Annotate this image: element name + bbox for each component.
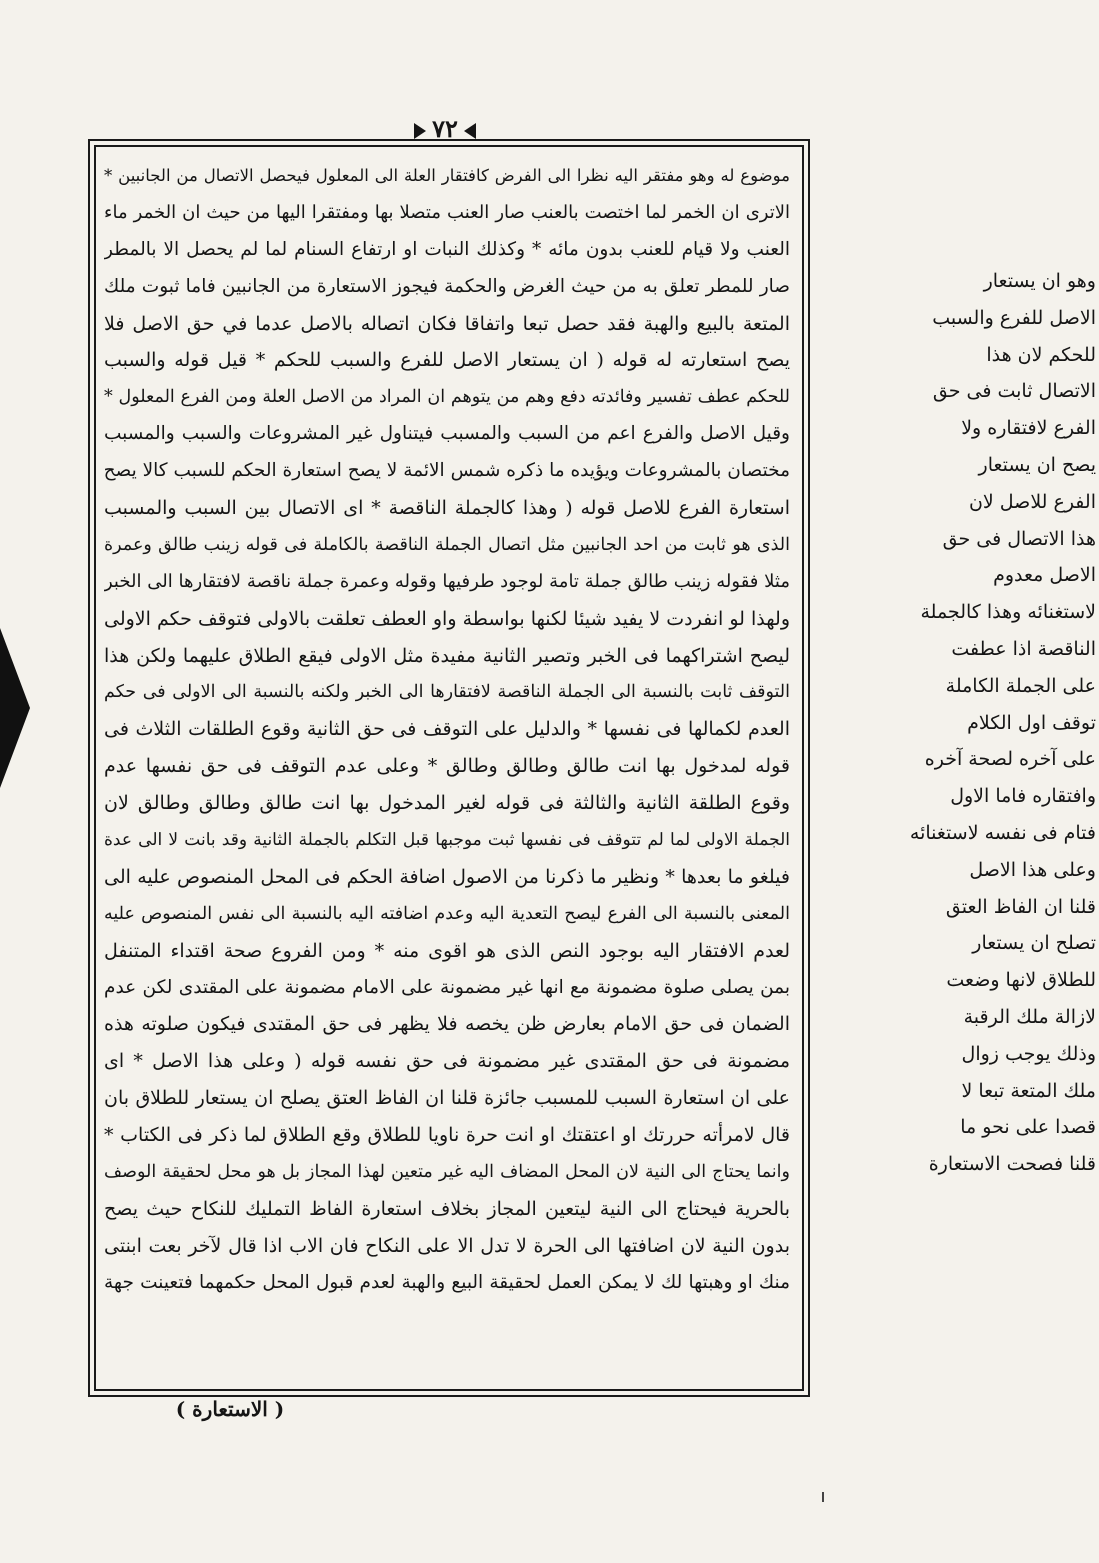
main-text-line: ولهذا لو انفردت لا يفيد شيئا لكنها بواسطة واو العطف تعلقت بالاولى فتوقف حكم الاولى [104, 607, 790, 630]
margin-gloss-line: لازالة ملك الرقبة [963, 1005, 1096, 1028]
main-text-line: وقيل الاصل والفرع اعم من السبب والمسبب فيتناول غير المشروعات والسبب والمسبب [104, 423, 790, 445]
main-text-line: التوقف ثابت بالنسبة الى الجملة الناقصة لافتقارها الى الخبر ولكنه بالنسبة الى الاولى فى حكم [104, 682, 790, 703]
margin-gloss-line: وعلى هذا الاصل [969, 858, 1096, 881]
main-text-line: صار للمطر تعلق به من حيث الغرض والحكمة فيجوز الاستعارة من الجانبين فاما ثبوت ملك [104, 275, 790, 297]
main-text-line: العنب ولا قيام للعنب بدون مائه * وكذلك النبات او ارتفاع السنام لما لم يحصل الا بالمطر [104, 238, 790, 260]
main-text-line: الاترى ان الخمر لما اختصت بالعنب صار العنب متصلا بها ومفتقرا اليها من حيث ان الخمر ماء [104, 201, 790, 223]
margin-gloss-line: وذلك يوجب زوال [961, 1042, 1096, 1065]
main-text-line: الضمان فى حق الامام بعارض ظن يخصه فلا يظهر فى حق المقتدى فيكون صلوته هذه [104, 1013, 790, 1036]
margin-gloss-line: لاستغنائه وهذا كالجملة [920, 601, 1096, 624]
page-number-header [395, 112, 495, 146]
main-text-line: المتعة بالبيع والهبة فقد حصل تبعا واتفاقا فكان اتصاله بالاصل عدما في حق الاصل فلا [104, 312, 790, 335]
main-text-line: قال لامرأته حررتك او اعتقتك او انت حرة ناويا للطلاق وقع الطلاق لما ذكر فى الكتاب * [104, 1124, 790, 1147]
margin-gloss-line: الفرع للاصل لان [968, 490, 1096, 513]
margin-gloss-line: قصدا على نحو ما [960, 1116, 1096, 1139]
margin-gloss-line: وهو ان يستعار [983, 270, 1096, 292]
page-edge-shadow [0, 628, 30, 788]
main-text-line: منك او وهبتها لك لا يمكن العمل لحقيقة البيع والهبة لعدم قبول المحل حكمهما فتعينت جهة [104, 1271, 790, 1293]
main-text-line: يصح استعارته له قوله ( ان يستعار الاصل للفرع والسبب للحكم * قيل قوله والسبب [104, 349, 790, 372]
main-text-line: فيلغو ما بعدها * ونظير ما ذكرنا من الاصول اضافة الحكم فى المحل المنصوص عليه الى [104, 865, 790, 888]
right-ornament-icon [414, 123, 426, 139]
margin-gloss-line: قلنا فصحت الاستعارة [928, 1153, 1096, 1176]
scan-mark [822, 1492, 824, 1502]
main-text-line: على ان استعارة السبب للمسبب جائزة قلنا ان الفاظ العتق يصلح ان يستعار للطلاق بان [104, 1087, 790, 1110]
main-text-line: موضوع له وهو مفتقر اليه نظرا الى الفرض كافتقار العلة الى المعلول فيحصل الاتصال من الجانبين * [104, 166, 790, 185]
main-text-line: مختصان بالمشروعات ويؤيده ما ذكره شمس الائمة لا يصح استعارة الحكم للسبب كالا يصح [104, 460, 790, 482]
main-text-line: بالحرية فيحتاج الى النية ليتعين المجاز بخلاف استعارة الفاظ التمليك للنكاح حيث يصح [104, 1197, 790, 1220]
margin-gloss-line: ملك المتعة تبعا لا [961, 1079, 1096, 1102]
main-commentary-text [104, 158, 790, 1383]
margin-gloss-line: الاصل للفرع والسبب [932, 306, 1096, 329]
main-text-line: المعنى بالنسبة الى الفرع ليصح التعدية اليه وعدم اضافته اليه بالنسبة الى نفس المنصوص عليه [104, 903, 790, 924]
left-ornament-icon [464, 123, 476, 139]
main-text-line: لعدم الافتقار اليه بوجود النص الذى هو اقوى منه * ومن الفروع صحة اقتداء المتنفل [104, 939, 790, 962]
main-text-line: استعارة الفرع للاصل قوله ( وهذا كالجملة الناقصة * اى الاتصال بين السبب والمسبب [104, 497, 790, 520]
main-text-line: بمن يصلى صلوة مضمونة مع انها غير مضمونة على الامام مضمونة على المقتدى لكن عدم [104, 976, 790, 998]
margin-gloss-line: على آخره لصحة آخره [924, 748, 1096, 771]
margin-gloss-line: فتام فى نفسه لاستغنائه [909, 821, 1096, 844]
margin-gloss-line: على الجملة الكاملة [945, 674, 1096, 697]
main-text-line: للحكم عطف تفسير وفائدته دفع وهم من يتوهم ان المراد من الاصل العلة ومن الفرع المعلول * [104, 387, 790, 408]
margin-gloss-line: يصح ان يستعار [978, 453, 1096, 476]
margin-gloss-line: توقف اول الكلام [967, 711, 1096, 734]
main-text-line: العدم لكمالها فى نفسها * والدليل على التوقف فى حق الثانية وقوع الطلقات الثلاث فى [104, 718, 790, 741]
page-number: ٧٢ [432, 114, 458, 143]
margin-gloss-line: الفرع لافتقاره ولا [961, 417, 1096, 440]
main-text-line: مثلا فقوله زينب طالق جملة تامة لوجود طرفيها وقوله وعمرة جملة ناقصة لافتقارها الى الخبر [104, 570, 790, 592]
main-text-line: مضمونة فى حق المقتدى غير مضمونة فى حق نفسه قوله ( وعلى هذا الاصل * اى [104, 1050, 790, 1073]
margin-gloss-line: الاصل معدوم [993, 564, 1096, 587]
margin-gloss-line: تصلح ان يستعار [972, 932, 1096, 955]
margin-gloss-line: وافتقاره فاما الاول [950, 785, 1096, 808]
main-text-line: وقوع الطلقة الثانية والثالثة فى قوله لغير المدخول بها انت طالق وطالق وطالق لان [104, 792, 790, 815]
margin-gloss-line: للحكم لان هذا [986, 343, 1096, 366]
margin-gloss-text [808, 263, 1096, 1183]
main-text-line: ليصح اشتراكهما فى الخبر وتصير الثانية مفيدة مثل الاولى فيقع الطلاق عليهما ولكن هذا [104, 644, 790, 667]
main-text-line: الجملة الاولى لما لم تتوقف فى نفسها ثبت موجبها قبل التكلم بالجملة الثانية وقد بانت لا الى عدة [104, 830, 790, 851]
margin-gloss-line: قلنا ان الفاظ العتق [945, 895, 1096, 918]
main-text-line: وانما يحتاج الى النية لان المحل المضاف اليه غير متعين لهذا المجاز بل هو محل لحقيقة الوصف [104, 1162, 790, 1183]
margin-gloss-line: الناقصة اذا عطفت [951, 637, 1096, 660]
main-text-line: الذى هو ثابت من احد الجانبين مثل اتصال الجملة الناقصة بالكاملة فى قوله زينب طالق وعمرة [104, 534, 790, 555]
margin-gloss-line: للطلاق لانها وضعت [946, 969, 1096, 992]
main-text-line: بدون النية لان اضافتها الى الحرة لا تدل الا على النكاح فان الاب اذا قال لآخر بعت ابنتى [104, 1234, 790, 1257]
catchword: ( الاستعارة ) [175, 1397, 285, 1421]
margin-gloss-line: هذا الاتصال فى حق [942, 527, 1096, 550]
main-text-line: قوله لمدخول بها انت طالق وطالق وطالق * وعلى عدم التوقف فى حق نفسها عدم [104, 755, 790, 778]
margin-gloss-line: الاتصال ثابت فى حق [932, 380, 1096, 403]
